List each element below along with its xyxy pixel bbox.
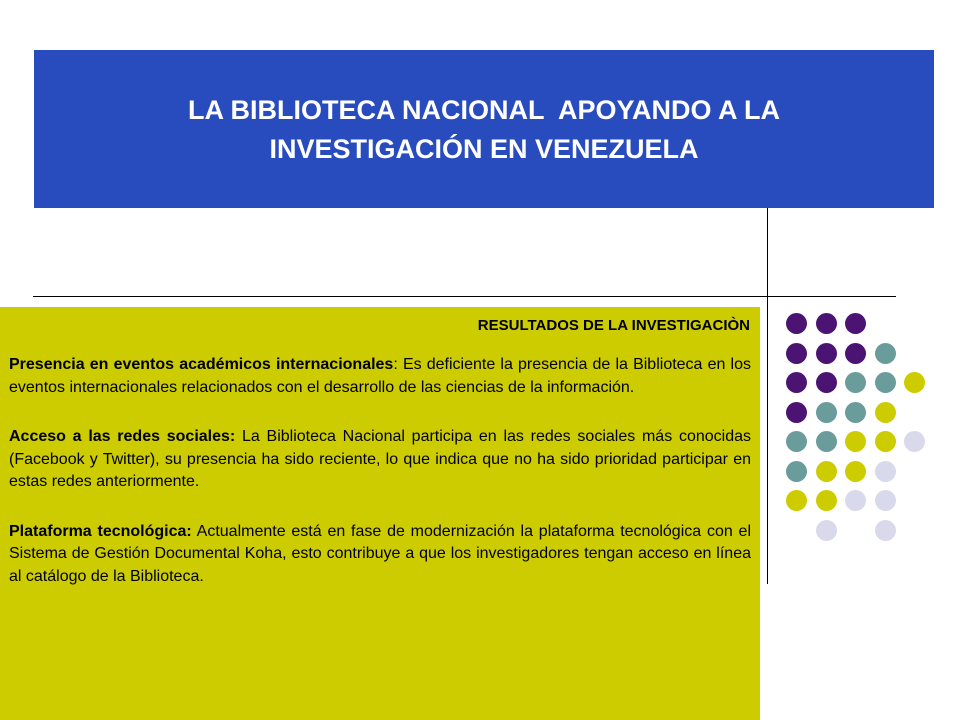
decorative-dot — [845, 402, 866, 423]
title-banner — [34, 50, 934, 208]
section-heading: RESULTADOS DE LA INVESTIGACIÒN — [477, 317, 750, 334]
slide-title — [188, 91, 780, 169]
decorative-dot — [786, 313, 807, 334]
decorative-dot-grid — [786, 313, 936, 553]
decorative-dot — [845, 343, 866, 364]
decorative-dot — [816, 343, 837, 364]
decorative-dot — [875, 372, 896, 393]
slide-title-line-2: INVESTIGACIÓN EN VENEZUELA — [269, 134, 699, 164]
decorative-dot — [845, 490, 866, 511]
decorative-dot — [845, 372, 866, 393]
decorative-dot — [786, 461, 807, 482]
paragraph-label: Acceso a las redes sociales: — [9, 428, 236, 445]
decorative-dot — [786, 372, 807, 393]
decorative-dot — [816, 402, 837, 423]
decorative-dot — [786, 490, 807, 511]
paragraph-text: La Biblioteca Nacional participa en las redes sociales más conocidas (Facebook y Twitter), su presencia ha sido reciente, lo que indica que no ha sido prioridad participar en estas redes anteriormente. — [9, 428, 751, 490]
paragraph-social-networks — [9, 426, 751, 494]
decorative-dot — [904, 431, 925, 452]
decorative-dot — [875, 520, 896, 541]
slide-title-line-1: LA BIBLIOTECA NACIONAL APOYANDO A LA — [187, 95, 780, 125]
decorative-dot — [904, 372, 925, 393]
decorative-dot — [786, 402, 807, 423]
decorative-dot — [816, 461, 837, 482]
horizontal-divider — [33, 296, 896, 297]
decorative-dot — [875, 431, 896, 452]
decorative-dot — [845, 313, 866, 334]
vertical-divider — [767, 208, 768, 584]
paragraph-events — [9, 354, 751, 399]
paragraph-label: Plataforma tecnológica: — [9, 522, 192, 540]
decorative-dot — [786, 431, 807, 452]
decorative-dot — [786, 343, 807, 364]
paragraph-platform — [9, 521, 751, 589]
decorative-dot — [845, 431, 866, 452]
paragraph-text: Actualmente está en fase de modernización la plataforma tecnológica con el Sistema de Gestión Documental Koha, esto contribuye a que los investigadores tengan acceso en línea al catálogo de la Biblioteca. — [9, 522, 752, 585]
decorative-dot — [816, 490, 837, 511]
paragraph-text: : Es deficiente la presencia de la Biblioteca en los eventos internacionales relacionados con el desarrollo de las ciencias de la información. — [9, 356, 752, 396]
paragraph-label: Presencia en eventos académicos internacionales — [9, 356, 394, 373]
decorative-dot — [875, 461, 896, 482]
decorative-dot — [845, 461, 866, 482]
decorative-dot — [816, 431, 837, 452]
decorative-dot — [816, 372, 837, 393]
decorative-dot — [816, 313, 837, 334]
decorative-dot — [875, 490, 896, 511]
decorative-dot — [816, 520, 837, 541]
content-panel — [0, 307, 760, 720]
decorative-dot — [875, 402, 896, 423]
decorative-dot — [875, 343, 896, 364]
